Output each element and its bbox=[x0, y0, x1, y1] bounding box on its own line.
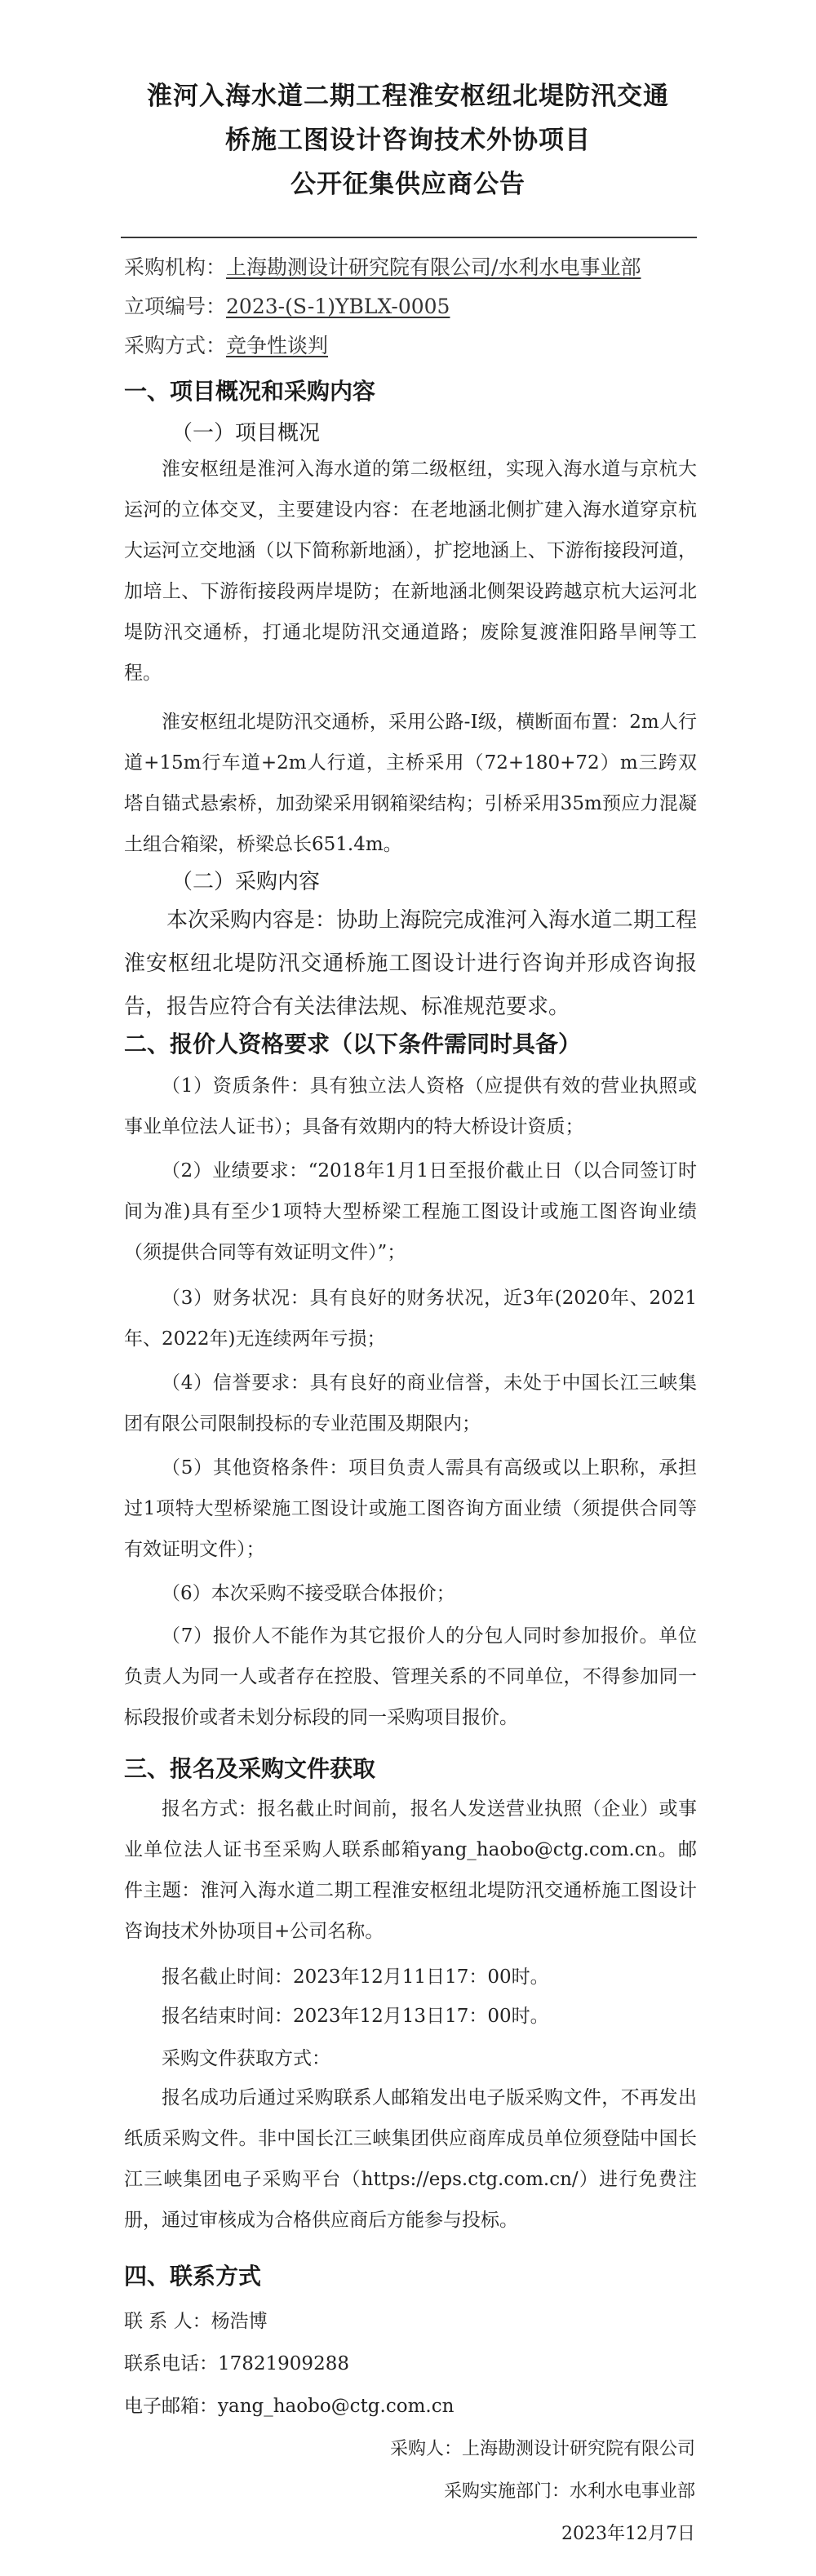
project-overview-p1: 淮安枢纽是淮河入海水道的第二级枢纽，实现入海水道与京杭大运河的立体交叉，主要建设内容：在老地涵北侧扩建入海水道穿京杭大运河立交地涵（以下简称新地涵），扩挖地涵上、下游衔接段河道，加培上、下游衔接段两岸堤防；在新地涵北侧架设跨越京杭大运河北堤防汛交通桥，打通北堤防汛交通道路；废除复渡淮阳路旱闸等工程。 bbox=[124, 459, 697, 684]
qualification-item-5: （5）其他资格条件：项目负责人需具有高级或以上职称，承担过1项特大型桥梁施工图设计或施工图咨询方面业绩（须提供合同等有效证明文件）； bbox=[124, 1457, 697, 1560]
section-1-sub-1: （一）项目概况 bbox=[171, 421, 321, 446]
contact-person: 联 系 人：杨浩博 bbox=[124, 2311, 268, 2332]
registration-end-time: 报名结束时间：2023年12月13日17：00时。 bbox=[162, 2006, 549, 2027]
registration-deadline: 报名截止时间：2023年12月11日17：00时。 bbox=[162, 1966, 549, 1988]
title-line-2: 桥施工图设计咨询技术外协项目 bbox=[225, 126, 591, 155]
qualification-item-7: （7）报价人不能作为其它报价人的分包人同时参加报价。单位负责人为同一人或者存在控股、管理关系的不同单位，不得参加同一标段报价或者未划分标段的同一采购项目报价。 bbox=[124, 1625, 697, 1728]
title-line-1: 淮河入海水道二期工程淮安枢纽北堤防汛交通 bbox=[147, 82, 669, 111]
contact-email: 电子邮箱：yang_haobo@ctg.com.cn bbox=[124, 2396, 455, 2417]
buyer-meta bbox=[124, 251, 641, 281]
buyer-label: 采购机构： bbox=[124, 255, 227, 279]
procurement-content-p: 本次采购内容是：协助上海院完成淮河入海水道二期工程淮安枢纽北堤防汛交通桥施工图设计进行咨询并形成咨询报告，报告应符合有关法律法规、标准规范要求。 bbox=[124, 908, 698, 1019]
method-meta bbox=[124, 330, 328, 359]
signature-date: 2023年12月7日 bbox=[561, 2524, 695, 2544]
method-label: 采购方式： bbox=[124, 334, 227, 357]
section-4-heading: 四、联系方式 bbox=[124, 2263, 262, 2290]
qualification-item-4: （4）信誉要求：具有良好的商业信誉，未处于中国长江三峡集团有限公司限制投标的专业范围及期限内； bbox=[124, 1372, 697, 1434]
section-1-sub-2: （二）采购内容 bbox=[171, 870, 321, 894]
qualification-item-6: （6）本次采购不接受联合体报价； bbox=[162, 1583, 455, 1604]
qualification-item-1: （1）资质条件：具有独立法人资格（应提供有效的营业执照或事业单位法人证书）；具备有效期内的特大桥设计资质； bbox=[124, 1075, 697, 1137]
title-line-3: 公开征集供应商公告 bbox=[290, 170, 526, 199]
method-value: 竞争性谈判 bbox=[226, 334, 329, 357]
project-no-label: 立项编号： bbox=[124, 295, 227, 318]
section-2-heading: 二、报价人资格要求（以下条件需同时具备） bbox=[124, 1031, 582, 1057]
doc-access-label: 采购文件获取方式： bbox=[162, 2048, 330, 2069]
doc-access-p: 报名成功后通过采购联系人邮箱发出电子版采购文件，不再发出纸质采购文件。非中国长江三峡集团供应商库成员单位须登陆中国长江三峡集团电子采购平台（https://eps.ctg.com.cn/）进行免费注册，通过审核成为合格供应商后方能参与投标。 bbox=[124, 2087, 697, 2231]
project-overview-p2: 淮安枢纽北堤防汛交通桥，采用公路-Ⅰ级，横断面布置：2m人行道+15m行车道+2m人行道，主桥采用（72+180+72）m三跨双塔自锚式悬索桥，加劲梁采用钢箱梁结构；引桥采用35m预应力混凝土组合箱梁，桥梁总长651.4m。 bbox=[124, 712, 697, 855]
divider-rule bbox=[121, 237, 697, 238]
qualification-item-3: （3）财务状况：具有良好的财务状况，近3年(2020年、2021年、2022年)无连续两年亏损； bbox=[124, 1288, 697, 1350]
qualification-item-2: （2）业绩要求：“2018年1月1日至报价截止日（以合同签订时间为准)具有至少1项特大型桥梁工程施工图设计或施工图咨询业绩（须提供合同等有效证明文件）”； bbox=[124, 1160, 697, 1263]
section-3-heading: 三、报名及采购文件获取 bbox=[124, 1755, 376, 1782]
project-no-meta bbox=[124, 290, 450, 320]
registration-method-p: 报名方式：报名截止时间前，报名人发送营业执照（企业）或事业单位法人证书至采购人联系邮箱yang_haobo@ctg.com.cn。邮件主题：淮河入海水道二期工程淮安枢纽北堤防汛交通桥施工图设计咨询技术外协项目+公司名称。 bbox=[124, 1798, 697, 1942]
contact-phone: 联系电话：17821909288 bbox=[124, 2353, 349, 2374]
section-1-heading: 一、项目概况和采购内容 bbox=[124, 378, 376, 405]
buyer-value: 上海勘测设计研究院有限公司/水利水电事业部 bbox=[226, 255, 641, 279]
project-no-value: 2023-(S-1)YBLX-0005 bbox=[226, 295, 450, 318]
signature-buyer: 采购人：上海勘测设计研究院有限公司 bbox=[389, 2439, 695, 2459]
signature-dept: 采购实施部门：水利水电事业部 bbox=[443, 2481, 695, 2502]
